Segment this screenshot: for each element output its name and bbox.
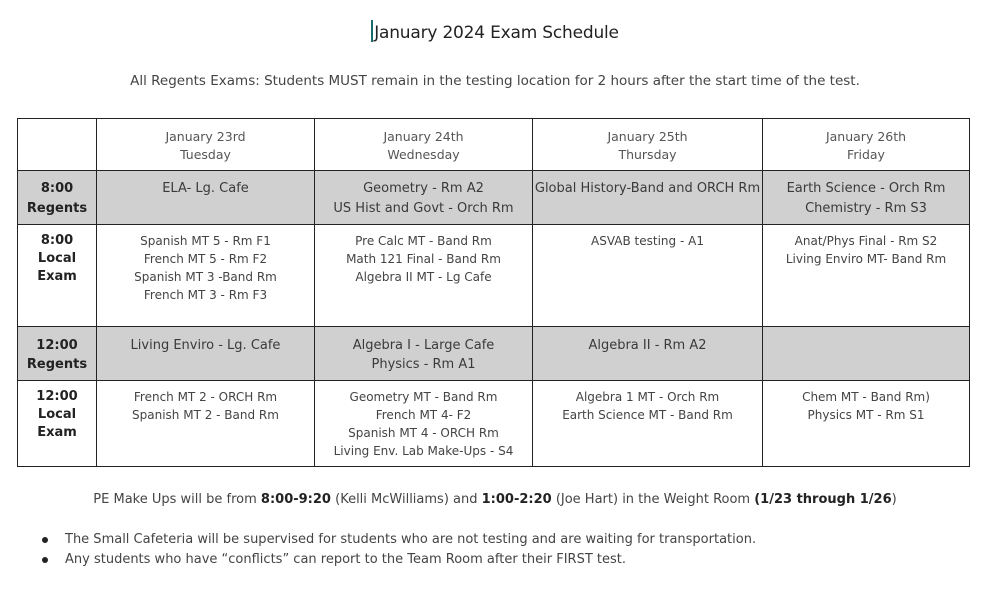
table-row — [18, 225, 970, 327]
exam-entry: French MT 5 - Rm F2 — [143, 252, 268, 266]
exam-entry: Pre Calc MT - Band Rm — [355, 234, 492, 248]
exam-entry: Physics MT - Rm S1 — [807, 408, 925, 422]
day-weekday: Thursday — [618, 147, 677, 162]
day-weekday: Friday — [847, 147, 885, 162]
exam-cell — [315, 171, 533, 225]
pe-date-range: (1/23 through 1/26 — [754, 492, 892, 507]
day-header — [763, 119, 970, 171]
exam-entry: Physics - Rm A1 — [371, 357, 476, 372]
pe-text: ) — [891, 492, 897, 507]
time-slot-label: 8:00 — [40, 233, 74, 248]
exam-cell — [97, 381, 315, 467]
exam-entry: Algebra II MT - Lg Cafe — [355, 270, 492, 284]
exam-entry: French MT 2 - ORCH Rm — [133, 390, 278, 404]
exam-cell — [533, 225, 763, 327]
time-slot-label: Local — [37, 407, 77, 422]
bullet-icon — [42, 557, 48, 563]
exam-entry: Global History-Band and ORCH Rm — [534, 181, 761, 196]
exam-cell — [533, 171, 763, 225]
exam-cell — [97, 327, 315, 381]
exam-cell — [763, 381, 970, 467]
regents-notice: All Regents Exams: Students MUST remain in the testing location for 2 hours after the start time of the test. — [130, 73, 860, 89]
exam-entry: Chem MT - Band Rm) — [802, 390, 930, 404]
time-slot-label: Local — [37, 251, 77, 266]
exam-entry: Spanish MT 4 - ORCH Rm — [348, 426, 499, 440]
exam-schedule-table — [17, 118, 970, 467]
time-slot-label: Exam — [37, 269, 77, 284]
exam-entry: Anat/Phys Final - Rm S2 — [794, 234, 938, 248]
pe-text: PE Make Ups will be from — [93, 492, 261, 507]
day-date: January 23rd — [165, 129, 246, 144]
exam-cell — [533, 327, 763, 381]
exam-cell — [315, 225, 533, 327]
exam-entry: Living Env. Lab Make-Ups - S4 — [333, 444, 514, 458]
exam-cell — [763, 327, 970, 381]
day-weekday: Tuesday — [180, 147, 231, 162]
exam-entry: Algebra 1 MT - Orch Rm — [575, 390, 720, 404]
time-slot-label: 8:00 — [40, 181, 74, 196]
exam-cell — [315, 327, 533, 381]
table-row — [18, 381, 970, 467]
exam-entry: Algebra II - Rm A2 — [588, 338, 707, 353]
time-slot-label: Regents — [26, 201, 88, 216]
exam-entry: Living Enviro MT- Band Rm — [785, 252, 947, 266]
pe-makeup-note — [0, 492, 990, 507]
day-date: January 24th — [383, 129, 464, 144]
time-slot-cell — [18, 171, 97, 225]
exam-entry: Spanish MT 3 -Band Rm — [134, 270, 277, 284]
exam-entry: French MT 4- F2 — [375, 408, 472, 422]
exam-cell — [763, 225, 970, 327]
table-row — [18, 327, 970, 381]
title-text: January 2024 Exam Schedule — [374, 23, 619, 43]
exam-entry: Geometry MT - Band Rm — [349, 390, 498, 404]
exam-entry: Math 121 Final - Band Rm — [346, 252, 501, 266]
bullet-text: The Small Cafeteria will be supervised for students who are not testing and are waiting for transportation. — [65, 532, 757, 547]
exam-entry: ELA- Lg. Cafe — [162, 181, 249, 196]
table-row — [18, 171, 970, 225]
day-weekday: Wednesday — [387, 147, 460, 162]
day-date: January 26th — [825, 129, 907, 144]
time-slot-label: 12:00 — [36, 338, 78, 353]
exam-entry: Earth Science - Orch Rm — [786, 181, 946, 196]
exam-cell — [97, 171, 315, 225]
pe-time-afternoon: 1:00-2:20 — [481, 492, 552, 507]
bullet-icon — [42, 537, 48, 543]
day-header — [97, 119, 315, 171]
text-cursor — [371, 20, 373, 42]
corner-cell — [18, 119, 97, 171]
time-slot-cell — [18, 327, 97, 381]
exam-entry: ASVAB testing - A1 — [591, 234, 704, 248]
time-slot-label: Exam — [37, 425, 77, 440]
list-item — [42, 550, 756, 570]
exam-cell — [315, 381, 533, 467]
exam-entry: Spanish MT 2 - Band Rm — [132, 408, 279, 422]
exam-entry: Spanish MT 5 - Rm F1 — [140, 234, 271, 248]
day-header — [533, 119, 763, 171]
exam-entry: US Hist and Govt - Orch Rm — [333, 201, 514, 216]
document-title — [0, 20, 990, 43]
time-slot-cell — [18, 381, 97, 467]
exam-cell — [533, 381, 763, 467]
time-slot-cell — [18, 225, 97, 327]
notes-list — [42, 530, 756, 570]
bullet-text: Any students who have “conflicts” can report to the Team Room after their FIRST test. — [65, 552, 626, 567]
exam-cell — [97, 225, 315, 327]
pe-text: (Kelli McWilliams) and — [330, 492, 482, 507]
exam-cell — [763, 171, 970, 225]
list-item — [42, 530, 756, 550]
exam-entry: French MT 3 - Rm F3 — [143, 288, 268, 302]
exam-entry: Algebra I - Large Cafe — [352, 338, 495, 353]
exam-entry: Geometry - Rm A2 — [363, 181, 484, 196]
exam-entry: Earth Science MT - Band Rm — [562, 408, 733, 422]
exam-entry: Chemistry - Rm S3 — [805, 201, 927, 216]
time-slot-label: Regents — [26, 357, 88, 372]
pe-time-morning: 8:00-9:20 — [260, 492, 331, 507]
day-date: January 25th — [607, 129, 688, 144]
exam-entry: Living Enviro - Lg. Cafe — [130, 338, 281, 353]
pe-text: (Joe Hart) in the Weight Room — [551, 492, 755, 507]
table-header-row — [18, 119, 970, 171]
day-header — [315, 119, 533, 171]
time-slot-label: 12:00 — [36, 389, 78, 404]
